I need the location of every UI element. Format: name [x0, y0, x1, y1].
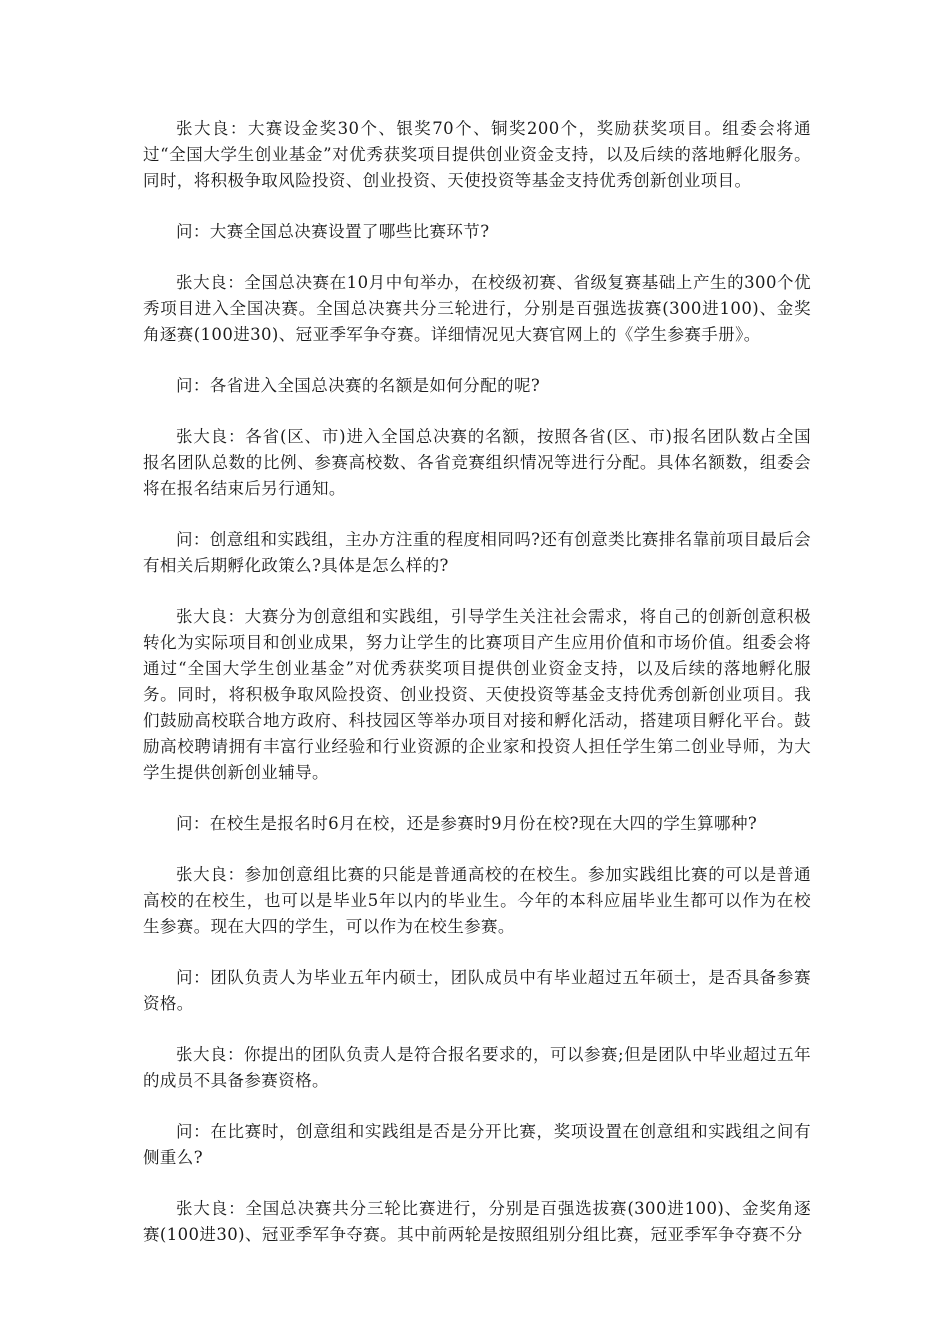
answer-paragraph: 张大良：大赛分为创意组和实践组，引导学生关注社会需求，将自己的创新创意积极转化为实际项目和创业成果，努力让学生的比赛项目产生应用价值和市场价值。组委会将通过“全国大学生创业基金”对优秀获奖项目提供创业资金支持，以及后续的落地孵化服务。同时，将积极争取风险投资、创业投资、天使投资等基金支持优秀创新创业项目。我们鼓励高校联合地方政府、科技园区等举办项目对接和孵化活动，搭建项目孵化平台。鼓励高校聘请拥有丰富行业经验和行业资源的企业家和投资人担任学生第二创业导师，为大学生提供创新创业辅导。 [143, 607, 811, 782]
answer-paragraph: 张大良：全国总决赛共分三轮比赛进行，分别是百强选拔赛(300进100)、金奖角逐赛(100进30)、冠亚季军争夺赛。其中前两轮是按照组别分组比赛，冠亚季军争夺赛不分 [143, 1199, 811, 1244]
answer-paragraph: 张大良：你提出的团队负责人是符合报名要求的，可以参赛;但是团队中毕业超过五年的成员不具备参赛资格。 [143, 1045, 811, 1090]
answer-paragraph: 张大良：大赛设金奖30个、银奖70个、铜奖200个，奖励获奖项目。组委会将通过“全国大学生创业基金”对优秀获奖项目提供创业资金支持，以及后续的落地孵化服务。同时，将积极争取风险投资、创业投资、天使投资等基金支持优秀创新创业项目。 [143, 119, 811, 190]
question-paragraph: 问：团队负责人为毕业五年内硕士，团队成员中有毕业超过五年硕士，是否具备参赛资格。 [143, 968, 811, 1013]
answer-paragraph: 张大良：参加创意组比赛的只能是普通高校的在校生。参加实践组比赛的可以是普通高校的在校生，也可以是毕业5年以内的毕业生。今年的本科应届毕业生都可以作为在校生参赛。现在大四的学生，可以作为在校生参赛。 [143, 865, 811, 936]
question-paragraph: 问：各省进入全国总决赛的名额是如何分配的呢? [176, 376, 541, 395]
question-paragraph: 问：在比赛时，创意组和实践组是否是分开比赛，奖项设置在创意组和实践组之间有侧重么? [143, 1122, 811, 1167]
document-body [143, 116, 811, 1273]
question-paragraph: 问：大赛全国总决赛设置了哪些比赛环节? [176, 222, 490, 241]
question-paragraph: 问：在校生是报名时6月在校，还是参赛时9月份在校?现在大四的学生算哪种? [176, 814, 758, 833]
question-paragraph: 问：创意组和实践组，主办方注重的程度相同吗?还有创意类比赛排名靠前项目最后会有相关后期孵化政策么?具体是怎么样的? [143, 530, 811, 575]
answer-paragraph: 张大良：全国总决赛在10月中旬举办，在校级初赛、省级复赛基础上产生的300个优秀项目进入全国决赛。全国总决赛共分三轮进行，分别是百强选拔赛(300进100)、金奖角逐赛(100进30)、冠亚季军争夺赛。详细情况见大赛官网上的《学生参赛手册》。 [143, 273, 811, 344]
answer-paragraph: 张大良：各省(区、市)进入全国总决赛的名额，按照各省(区、市)报名团队数占全国报名团队总数的比例、参赛高校数、各省竞赛组织情况等进行分配。具体名额数，组委会将在报名结束后另行通知。 [143, 427, 811, 498]
